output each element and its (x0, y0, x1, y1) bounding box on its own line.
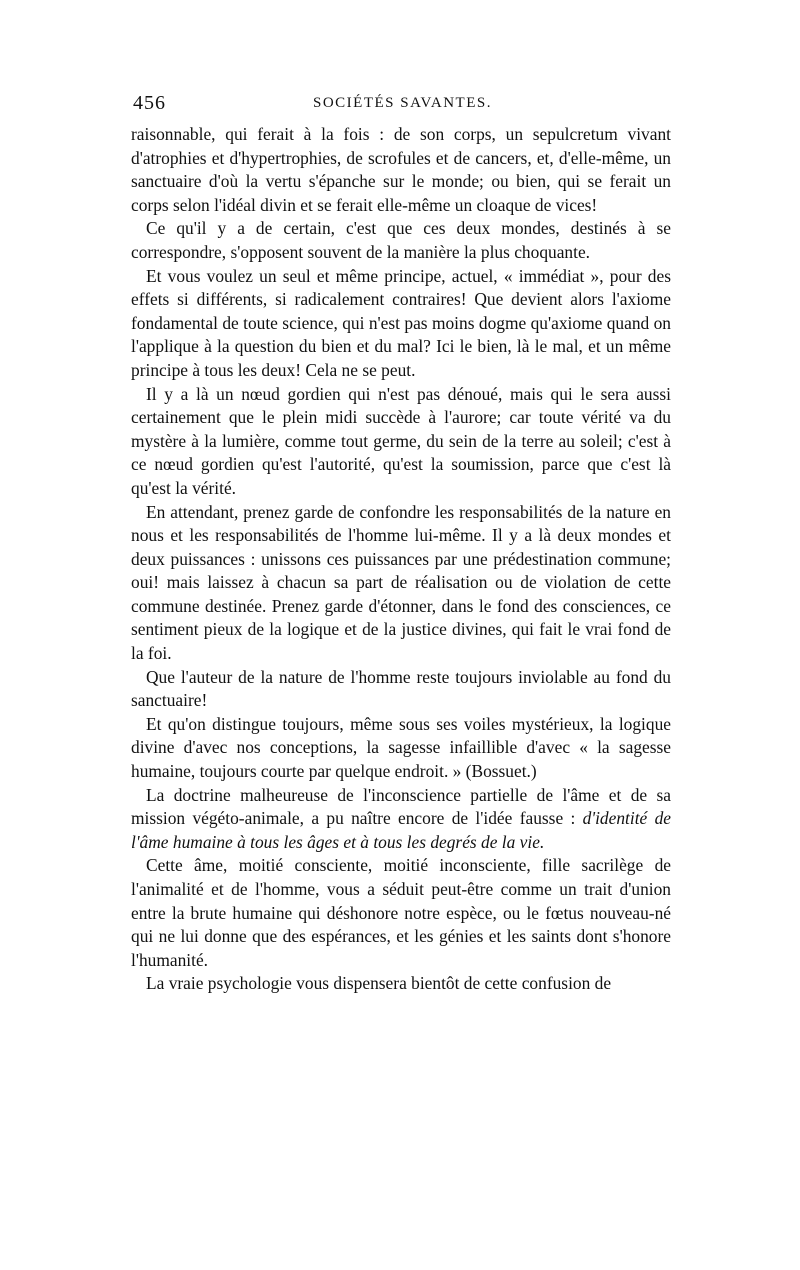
page-header (133, 92, 670, 120)
paragraph-text: La doctrine malheureuse de l'inconscience partielle de l'âme et de sa mission végéto-animale, a pu naître encore de l'idée fausse : (131, 784, 671, 829)
paragraph: Il y a là un nœud gordien qui n'est pas dénoué, mais qui le sera aussi certainement que le plein midi succède à l'aurore; car toute vérité va du mystère à la lumière, comme tout germe, du sein de la terre au soleil; c'est à ce nœud gordien qu'est l'autorité, qu'est la soumission, parce que c'est là qu'est la vérité. (131, 383, 671, 498)
paragraph: Et vous voulez un seul et même principe, actuel, « immédiat », pour des effets si différents, si radicalement contraires! Que devient alors l'axiome fondamental de toute science, qui n'est pas moins dogme qu'axiome quand on l'applique à la question du bien et du mal? Ici le bien, là le mal, et un même principe à tous les deux! Cela ne se peut. (131, 265, 671, 380)
body-text (131, 123, 671, 996)
italic-phrase: d'identité de l'âme humaine à tous les âges et à tous les degrés de la vie. (131, 808, 671, 852)
paragraph: Ce qu'il y a de certain, c'est que ces deux mondes, destinés à se correspondre, s'opposent souvent de la manière la plus choquante. (131, 218, 671, 262)
paragraph: En attendant, prenez garde de confondre les responsabilités de la nature en nous et les responsabilités de l'homme lui-même. Il y a là deux mondes et deux puissances : unissons ces puissances par une prédestination commune; oui! mais laissez à chacun sa part de réalisation ou de violation de cette commune destinée. Prenez garde d'étonner, dans le fond des consciences, ce sentiment pieux de la logique et de la justice divines, qui fait le vrai fond de la foi. (131, 501, 671, 664)
paragraph: Et qu'on distingue toujours, même sous ses voiles mystérieux, la logique divine d'avec nos conceptions, la sagesse infaillible d'avec « la sagesse humaine, toujours courte par quelque endroit. » (Bossuet.) (131, 713, 671, 782)
paragraph: raisonnable, qui ferait à la fois : de son corps, un sepulcretum vivant d'atrophies et d'hypertrophies, de scrofules et de cancers, et, d'elle-même, un sanctuaire d'où la vertu s'épanche sur le monde; ou bien, qui se ferait un corps selon l'idéal divin et se ferait elle-même un cloaque de vices! (131, 124, 671, 215)
page-number: 456 (133, 92, 166, 114)
paragraph (131, 784, 671, 855)
paragraph: Cette âme, moitié consciente, moitié inconsciente, fille sacrilège de l'animalité et de l'homme, vous a séduit peut-être comme un trait d'union entre la brute humaine qui déshonore notre espèce, ou le fœtus nouveau-né qui ne lui donne que des espérances, et les génies et les saints dont s'honore l'humanité. (131, 855, 671, 970)
running-title: SOCIÉTÉS SAVANTES. (313, 95, 492, 111)
paragraph: La vraie psychologie vous dispensera bientôt de cette confusion de (146, 973, 612, 994)
paragraph: Que l'auteur de la nature de l'homme reste toujours inviolable au fond du sanctuaire! (131, 666, 671, 711)
